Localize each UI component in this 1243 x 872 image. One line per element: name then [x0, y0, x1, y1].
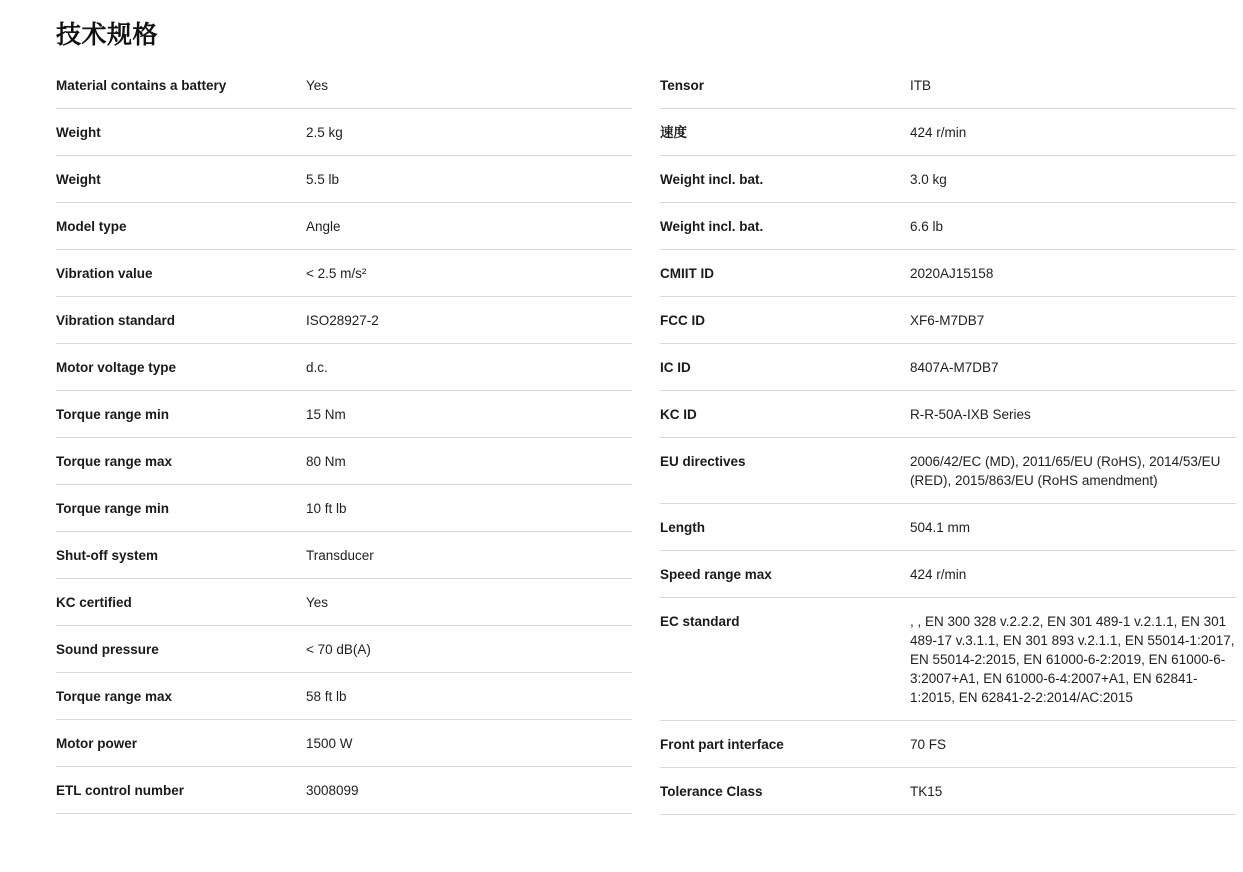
- spec-label: Sound pressure: [56, 642, 159, 657]
- table-row: [660, 203, 1236, 250]
- spec-value: 1500 W: [306, 736, 353, 751]
- spec-column-left: [56, 62, 632, 814]
- spec-value: XF6-M7DB7: [910, 313, 985, 328]
- spec-label: Torque range min: [56, 407, 170, 422]
- table-row: [56, 673, 632, 720]
- table-row: [56, 250, 632, 297]
- spec-label: Length: [660, 520, 705, 535]
- spec-value: 504.1 mm: [910, 520, 971, 535]
- table-row: [56, 579, 632, 626]
- spec-label: IC ID: [660, 360, 691, 375]
- table-row: [660, 721, 1236, 768]
- table-row: [660, 109, 1236, 156]
- spec-value: 2006/42/EC (MD), 2011/65/EU (RoHS), 2014/53/EU (RED), 2015/863/EU (RoHS amendment): [910, 454, 1221, 488]
- spec-label: EU directives: [660, 454, 746, 469]
- spec-value: < 2.5 m/s²: [306, 266, 367, 281]
- table-row: [660, 438, 1236, 504]
- spec-value: Transducer: [306, 548, 374, 563]
- table-row: [56, 62, 632, 109]
- spec-value: Yes: [306, 595, 329, 610]
- spec-label: Shut-off system: [56, 548, 159, 563]
- spec-column-right: [660, 62, 1236, 815]
- table-row: [56, 156, 632, 203]
- table-row: [660, 391, 1236, 438]
- spec-label: CMIIT ID: [660, 266, 714, 281]
- table-row: [56, 626, 632, 673]
- spec-label: Weight incl. bat.: [660, 219, 764, 234]
- spec-label: ETL control number: [56, 783, 185, 798]
- spec-label: Weight: [56, 125, 101, 140]
- spec-label: Torque range max: [56, 454, 173, 469]
- table-row: [56, 344, 632, 391]
- spec-label: 速度: [660, 125, 687, 140]
- spec-label: EC standard: [660, 614, 740, 629]
- spec-value: 15 Nm: [306, 407, 346, 422]
- spec-label: Tensor: [660, 78, 705, 93]
- table-row: [660, 504, 1236, 551]
- spec-value: R-R-50A-IXB Series: [910, 407, 1031, 422]
- spec-value: 424 r/min: [910, 125, 967, 140]
- spec-label: Front part interface: [660, 737, 784, 752]
- table-row: [660, 250, 1236, 297]
- spec-value: Angle: [306, 219, 341, 234]
- spec-value: 3.0 kg: [910, 172, 947, 187]
- table-row: [56, 720, 632, 767]
- spec-value: 424 r/min: [910, 567, 967, 582]
- spec-label: Vibration standard: [56, 313, 176, 328]
- table-row: [56, 438, 632, 485]
- spec-value: 10 ft lb: [306, 501, 347, 516]
- spec-value: 70 FS: [910, 737, 947, 752]
- spec-label: Model type: [56, 219, 127, 234]
- table-row: [56, 203, 632, 250]
- spec-value: 2020AJ15158: [910, 266, 994, 281]
- spec-label: Speed range max: [660, 567, 772, 582]
- table-row: [660, 297, 1236, 344]
- spec-value: ISO28927-2: [306, 313, 379, 328]
- spec-label: Tolerance Class: [660, 784, 763, 799]
- table-row: [56, 767, 632, 814]
- spec-value: 58 ft lb: [306, 689, 347, 704]
- spec-label: FCC ID: [660, 313, 705, 328]
- page-title: 技术规格: [56, 21, 159, 49]
- spec-value: ITB: [910, 78, 932, 93]
- spec-label: Torque range max: [56, 689, 173, 704]
- spec-value: d.c.: [306, 360, 328, 375]
- table-row: [660, 62, 1236, 109]
- spec-columns: [56, 62, 1235, 815]
- table-row: [56, 109, 632, 156]
- spec-label: Vibration value: [56, 266, 153, 281]
- spec-value: 3008099: [306, 783, 359, 798]
- table-row: [56, 391, 632, 438]
- spec-label: Motor voltage type: [56, 360, 177, 375]
- spec-value: 2.5 kg: [306, 125, 343, 140]
- spec-label: KC certified: [56, 595, 132, 610]
- spec-label: Motor power: [56, 736, 137, 751]
- spec-value: 80 Nm: [306, 454, 346, 469]
- spec-value: TK15: [910, 784, 943, 799]
- table-row: [56, 485, 632, 532]
- table-row: [56, 532, 632, 579]
- spec-label: Weight: [56, 172, 101, 187]
- spec-value: 6.6 lb: [910, 219, 944, 234]
- table-row: [660, 768, 1236, 815]
- table-row: [660, 156, 1236, 203]
- table-row: [660, 551, 1236, 598]
- spec-label: Material contains a battery: [56, 78, 227, 93]
- table-row: [660, 598, 1236, 721]
- table-row: [56, 297, 632, 344]
- spec-label: KC ID: [660, 407, 697, 422]
- spec-value: Yes: [306, 78, 329, 93]
- spec-value: 5.5 lb: [306, 172, 340, 187]
- spec-value: , , EN 300 328 v.2.2.2, EN 301 489-1 v.2.1.1, EN 301 489-17 v.3.1.1, EN 301 893 v.2.1.1, EN 55014-1:2017, EN 55014-2:2015, EN 61000-6-2:2019, EN 61000-6-3:2007+A1, EN 61000-6-4:2007+A1, EN 62841-1:2015, EN 62841-2-2:2014/AC:2015: [910, 614, 1235, 705]
- spec-value: 8407A-M7DB7: [910, 360, 999, 375]
- spec-label: Torque range min: [56, 501, 170, 516]
- spec-value: < 70 dB(A): [306, 642, 371, 657]
- table-row: [660, 344, 1236, 391]
- spec-label: Weight incl. bat.: [660, 172, 764, 187]
